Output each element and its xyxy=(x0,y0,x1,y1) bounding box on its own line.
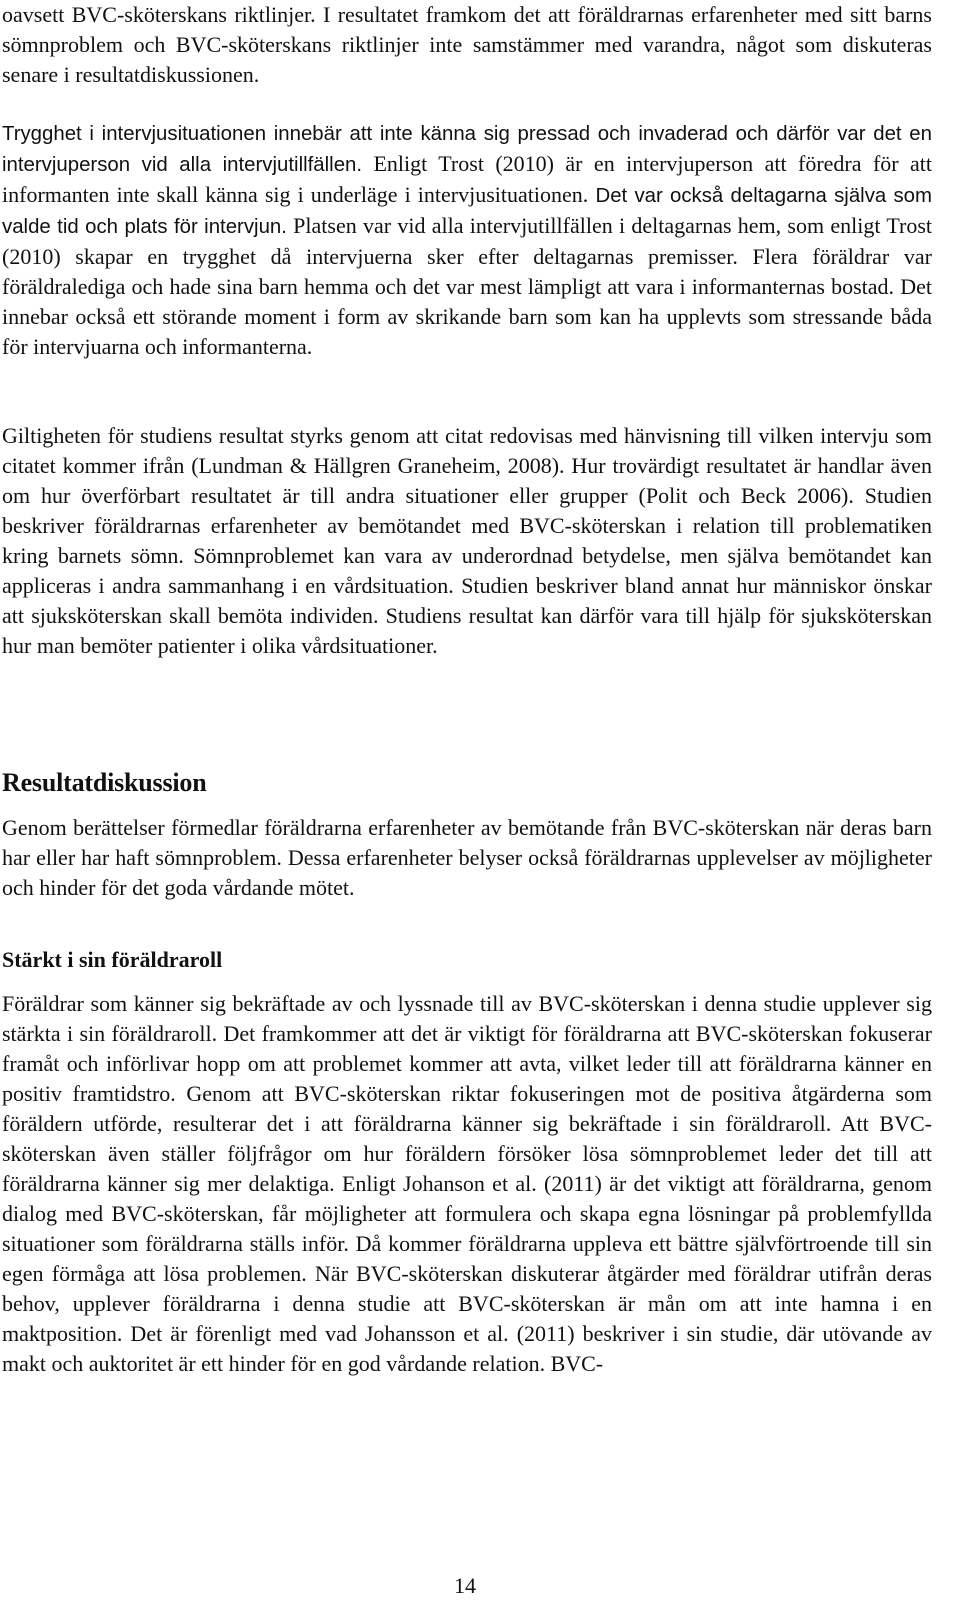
paragraph-intro-end: oavsett BVC-sköterskans riktlinjer. I resultatet framkom det att föräldrarnas erfarenheter med sitt barns sömnproblem och BVC-sköterskans riktlinjer inte samstämmer med varandra, något som diskuteras senare i resultatdiskussionen. xyxy=(2,2,932,87)
paragraph-resultatdiskussion-intro: Genom berättelser förmedlar föräldrarna erfarenheter av bemötande från BVC-sköterskan när deras barn har eller har haft sömnproblem. Dessa erfarenheter belyser också föräldrarnas upplevelser av möjligheter och hinder för det goda vårdande mötet. xyxy=(2,815,932,900)
page-number: 14 xyxy=(454,1573,476,1598)
paragraph-trygghet-sans-3: Det var också deltagarna själva som valde tid och plats för intervjun. xyxy=(2,185,933,238)
paragraph-giltighet: Giltigheten för studiens resultat styrks genom att citat redovisas med hänvisning till vilken intervju som citatet kommer ifrån (Lundman & Hällgren Graneheim, 2008). Hur trovärdigt resultatet är handlar även om hur överförbart resultatet är till andra situationer eller grupper (Polit och Beck 2006). Studien beskriver föräldrarnas erfarenheter av bemötandet med BVC-sköterskan i relation till problematiken kring barnets sömn. Sömnproblemet kan vara av underordnad betydelse, men själva bemötandet kan appliceras i andra sammanhang i en vårdsituation. Studien beskriver bland annat hur människor önskar att sjuksköterskan skall bemöta individen. Studiens resultat kan därför vara till hjälp för sjuksköterskan hur man bemöter patienter i olika vårdsituationer. xyxy=(2,423,932,658)
paragraph-trygghet-serif-2: Enligt Trost (2010) är en intervjuperson att föredra för att informanten inte skall känna sig i underläge i intervjusituationen. xyxy=(2,151,932,207)
paragraph-trygghet xyxy=(2,118,932,362)
paragraph-starkt: Föräldrar som känner sig bekräftade av och lyssnade till av BVC-sköterskan i denna studie upplever sig stärkta i sin föräldraroll. Det framkommer att det är viktigt för föräldrarna att BVC-sköterskan fokuserar framåt och införlivar hopp om att problemet kommer att avta, vilket leder till att föräldrarna känner en positiv framtidstro. Genom att BVC-sköterskan riktar fokuseringen mot de positiva åtgärderna som föräldern utförde, resulterar det i att föräldrarna känner sig bekräftade i sin föräldraroll. Att BVC-sköterskan även ställer följfrågor om hur föräldern försöker lösa sömnproblemet leder det till att föräldrarna känner sig mer delaktiga. Enligt Johanson et al. (2011) är det viktigt att föräldrarna, genom dialog med BVC-sköterskan, får möjligheter att formulera och skapa egna lösningar på problemfyllda situationer som föräldrarna ställs inför. Då kommer föräldrarna uppleva ett bättre självförtroende till sin egen förmåga att lösa problemen. När BVC-sköterskan diskuterar åtgärder med föräldrar utifrån deras behov, upplever föräldrarna i denna studie att BVC-sköterskan är mån om att inte hamna i en maktposition. Det är förenligt med vad Johansson et al. (2011) beskriver i sin studie, där utövande av makt och auktoritet är ett hinder för en god vårdande relation. BVC- xyxy=(2,991,932,1376)
paragraph-trygghet-sans-1: Trygghet i intervjusituationen innebär att inte känna sig pressad och invaderad och därför var det en intervjuperson vid alla intervjutillfällen. xyxy=(2,123,932,176)
heading-starkt-i-sin-foraldraroll: Stärkt i sin föräldraroll xyxy=(2,947,223,972)
heading-resultatdiskussion: Resultatdiskussion xyxy=(2,768,207,797)
paragraph-trygghet-serif-5: Flera föräldrar var föräldralediga och hade sina barn hemma och det var mest lämpligt att vara i informanternas bostad. Det innebar också ett störande moment i form av skrikande barn som kan ha upplevts som stressande båda för intervjuarna och informanterna. xyxy=(2,244,932,359)
paragraph-trygghet-serif-4: Platsen var vid alla intervjutillfällen i deltagarnas hem, som enligt Trost (2010) skapar en trygghet då intervjuerna sker efter deltagarnas premisser. xyxy=(2,213,933,269)
